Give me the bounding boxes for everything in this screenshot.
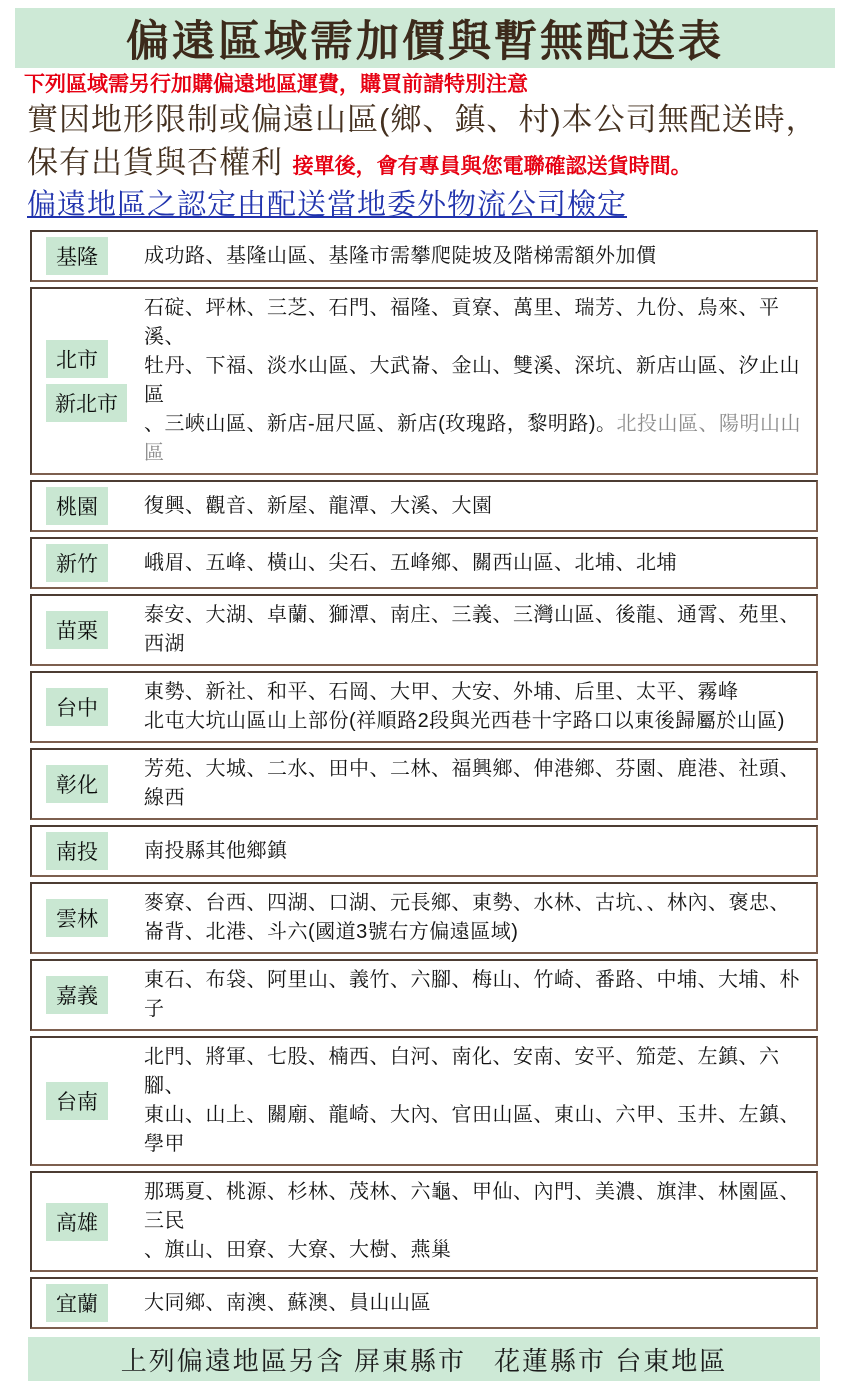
region-areas — [144, 966, 810, 1024]
region-label: 台中 — [46, 688, 108, 726]
region-label: 台南 — [46, 1082, 108, 1120]
region-label: 宜蘭 — [46, 1284, 108, 1322]
footer-banner — [28, 1337, 820, 1381]
table-row — [30, 1171, 818, 1272]
area-line-text: 成功路、基隆山區、基隆市需攀爬陡坡及階梯需額外加價 — [144, 244, 657, 267]
area-line — [144, 410, 810, 468]
area-line — [144, 1043, 810, 1101]
region-label-column — [46, 611, 144, 649]
area-line — [144, 1178, 810, 1236]
area-line — [144, 352, 810, 410]
area-line — [144, 492, 493, 521]
table-row — [30, 959, 818, 1031]
area-line-text: 峨眉、五峰、橫山、尖石、五峰鄉、關西山區、北埔、北埔 — [144, 551, 677, 574]
region-areas — [144, 889, 790, 947]
region-label: 桃園 — [46, 487, 108, 525]
area-line-text: 麥寮、台西、四湖、口湖、元長鄉、東勢、水林、古坑、、林內、褒忠、 — [144, 892, 790, 914]
area-line — [144, 1101, 810, 1159]
table-row — [30, 594, 818, 666]
area-line — [144, 889, 790, 918]
region-label: 雲林 — [46, 899, 108, 937]
area-line-text: 東勢、新社、和平、石岡、大甲、大安、外埔、后里、太平、霧峰 — [144, 681, 739, 703]
region-label-column — [46, 1203, 144, 1241]
policy-line-2-main: 保有出貨與否權利 — [27, 145, 283, 180]
region-label: 苗栗 — [46, 611, 108, 649]
table-row — [30, 882, 818, 954]
region-areas — [144, 492, 493, 521]
area-line-text: 大同鄉、南澳、蘇澳、員山山區 — [144, 1291, 431, 1314]
region-label-column — [46, 487, 144, 525]
area-line-text: 泰安、大湖、卓蘭、獅潭、南庄、三義、三灣山區、後龍、通霄、苑里、西湖 — [144, 604, 800, 655]
area-line-text: 復興、觀音、新屋、龍潭、大溪、大園 — [144, 494, 493, 517]
region-areas — [144, 294, 810, 468]
region-table — [30, 230, 818, 1329]
region-areas — [144, 678, 785, 736]
area-line-text: 芳苑、大城、二水、田中、二林、福興鄉、伸港鄉、芬園、鹿港、社頭、線西 — [144, 758, 800, 809]
table-row — [30, 825, 818, 877]
region-areas — [144, 1289, 431, 1318]
area-line-text: 石碇、坪林、三芝、石門、福隆、貢寮、萬里、瑞芳、九份、烏來、平溪、 — [144, 297, 780, 348]
area-line — [144, 601, 810, 659]
region-label-column — [46, 340, 144, 422]
region-label-column — [46, 544, 144, 582]
area-line-text: 北屯大坑山區山上部份(祥順路2段與光西巷十字路口以東後歸屬於山區) — [144, 710, 785, 732]
region-areas — [144, 1043, 810, 1159]
area-line — [144, 707, 785, 736]
area-line-text: 南投縣其他鄉鎮 — [144, 839, 288, 862]
area-line — [144, 1236, 810, 1265]
policy-contact-note: 接單後，會有專員與您電聯確認送貨時間。 — [292, 154, 692, 178]
region-label-column — [46, 688, 144, 726]
area-line — [144, 294, 810, 352]
table-row — [30, 671, 818, 743]
footer-text: 上列偏遠地區另含 屏東縣市 花蓮縣市 台東地區 — [120, 1345, 728, 1376]
region-label: 彰化 — [46, 765, 108, 803]
region-label: 基隆 — [46, 237, 108, 275]
area-line — [144, 549, 677, 578]
policy-line-1: 實因地形限制或偏遠山區(鄉、鎮、村)本公司無配送時， — [27, 102, 818, 137]
region-label-column — [46, 899, 144, 937]
area-line — [144, 678, 785, 707]
delivery-definition-note: 偏遠地區之認定由配送當地委外物流公司檢定 — [27, 189, 628, 221]
table-row — [30, 230, 818, 282]
area-line-text: 崙背、北港、斗六(國道3號右方偏遠區域) — [144, 921, 519, 943]
area-line-text: 、三峽山區、新店-屈尺區、新店(玫瑰路，黎明路)。 — [144, 413, 617, 435]
area-line — [144, 966, 810, 1024]
area-line — [144, 242, 657, 271]
table-row — [30, 748, 818, 820]
region-areas — [144, 601, 810, 659]
area-line-text: 那瑪夏、桃源、杉林、茂林、六龜、甲仙、內門、美濃、旗津、林園區、三民 — [144, 1181, 800, 1232]
region-label: 新北市 — [46, 384, 127, 422]
region-label: 南投 — [46, 832, 108, 870]
table-row — [30, 1277, 818, 1329]
region-label-column — [46, 1082, 144, 1120]
region-areas — [144, 242, 657, 271]
area-line — [144, 1289, 431, 1318]
region-areas — [144, 755, 810, 813]
area-line — [144, 755, 810, 813]
title-banner — [15, 8, 835, 68]
table-row — [30, 1036, 818, 1166]
table-row — [30, 480, 818, 532]
area-line — [144, 918, 790, 947]
area-line-text: 北門、將軍、七股、楠西、白河、南化、安南、安平、笳萣、左鎮、六腳、 — [144, 1046, 780, 1097]
region-label: 北市 — [46, 340, 108, 378]
region-areas — [144, 549, 677, 578]
region-label: 嘉義 — [46, 976, 108, 1014]
region-label-column — [46, 237, 144, 275]
area-line — [144, 837, 288, 866]
region-label: 高雄 — [46, 1203, 108, 1241]
region-label: 新竹 — [46, 544, 108, 582]
region-label-column — [46, 832, 144, 870]
policy-line-2 — [27, 143, 850, 186]
region-label-column — [46, 1284, 144, 1322]
region-label-column — [46, 976, 144, 1014]
table-row — [30, 287, 818, 475]
page-title: 偏遠區域需加價與暫無配送表 — [126, 17, 724, 66]
area-line-text: 東山、山上、關廟、龍崎、大內、官田山區、東山、六甲、玉井、左鎮、學甲 — [144, 1104, 800, 1155]
table-row — [30, 537, 818, 589]
area-line-text: 東石、布袋、阿里山、義竹、六腳、梅山、竹崎、番路、中埔、大埔、朴子 — [144, 969, 800, 1020]
warning-text: 下列區域需另行加購偏遠地區運費，購買前請特別注意 — [24, 72, 528, 96]
region-areas — [144, 837, 288, 866]
area-line-text: 牡丹、下福、淡水山區、大武崙、金山、雙溪、深坑、新店山區、汐止山區 — [144, 355, 800, 406]
region-areas — [144, 1178, 810, 1265]
region-label-column — [46, 765, 144, 803]
area-line-text: 、旗山、田寮、大寮、大樹、燕巢 — [144, 1239, 452, 1261]
area-line-muted-text: 北投山區、陽明山山區 — [144, 413, 801, 464]
